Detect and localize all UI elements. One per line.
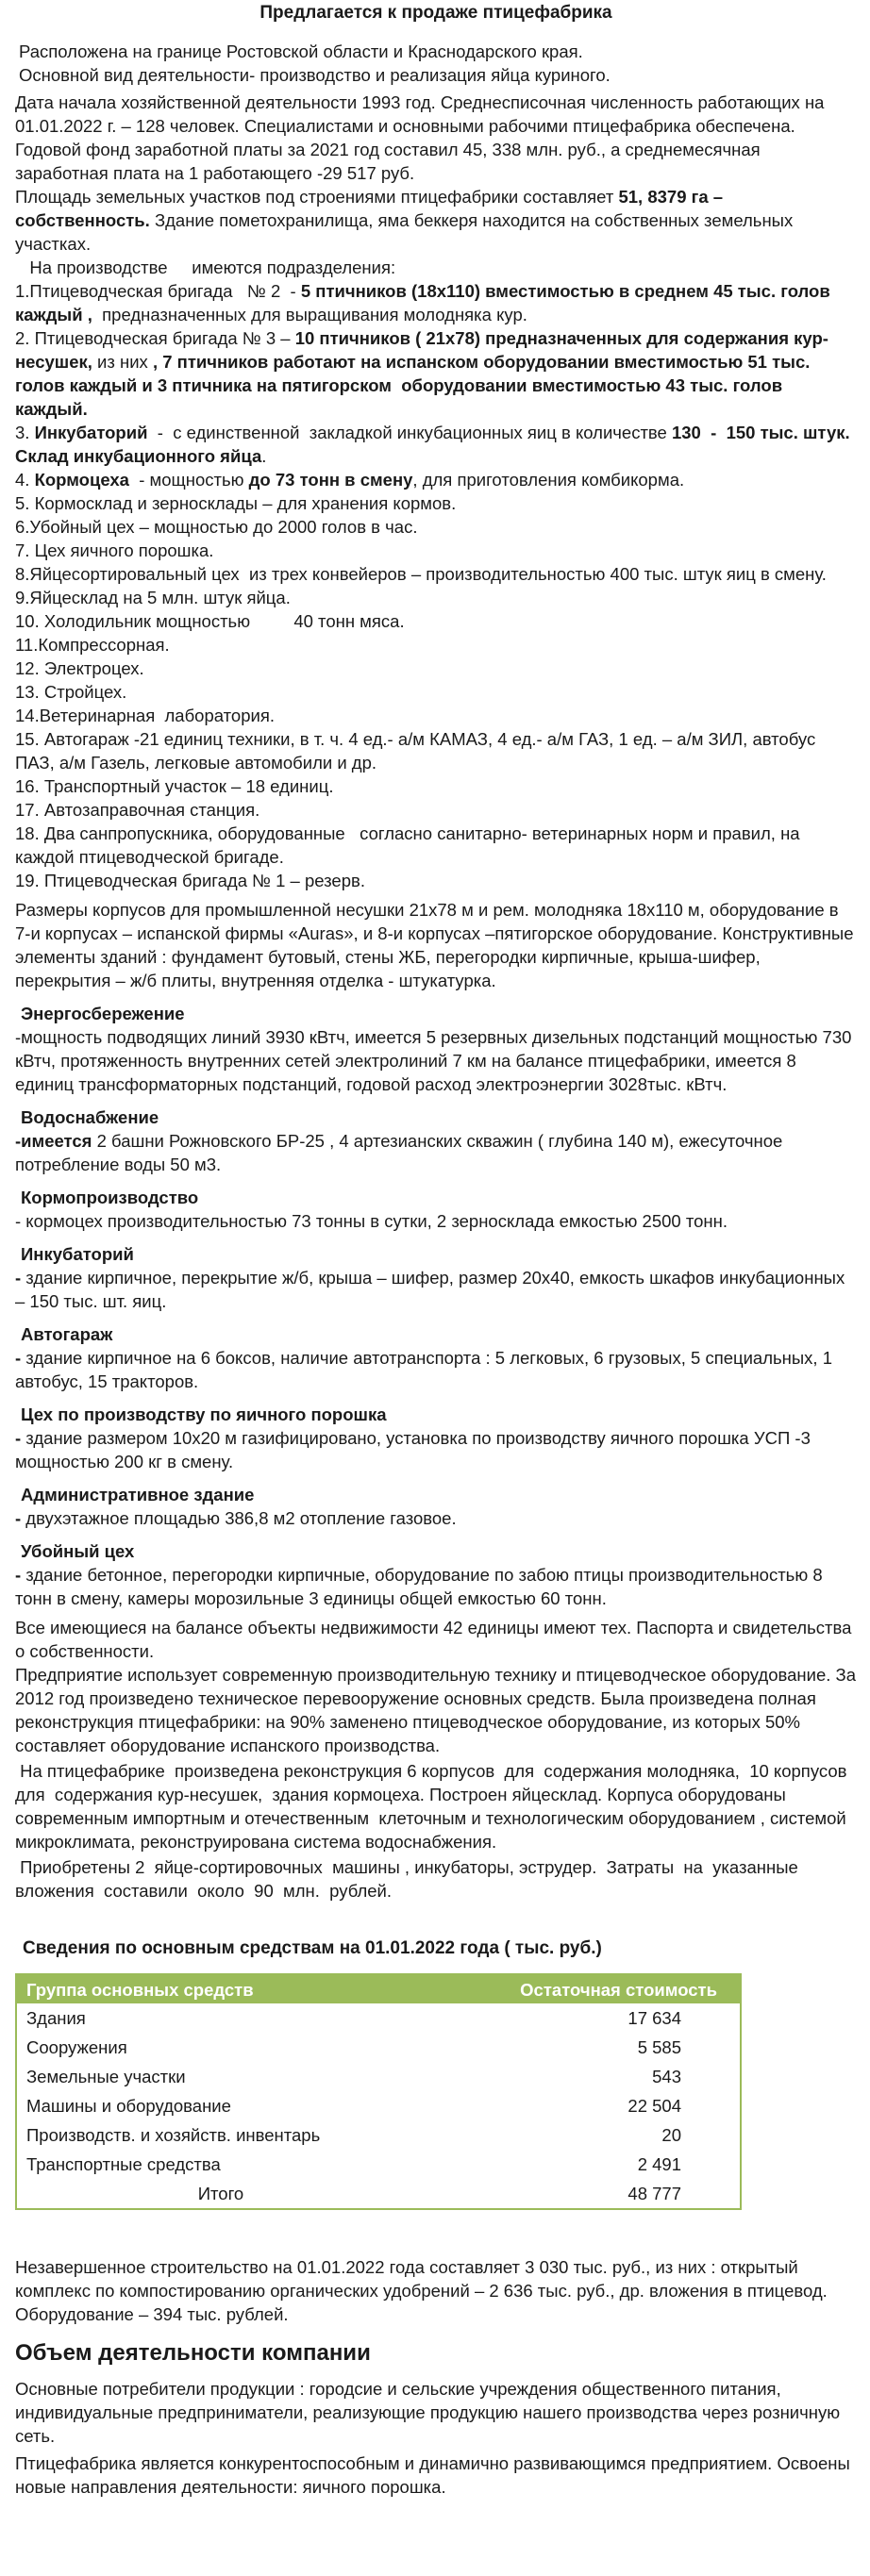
unit-item [15, 491, 857, 515]
section-text [15, 1209, 857, 1233]
unit-item [15, 421, 860, 468]
section-text-bold: - [15, 1428, 22, 1448]
unit-item [15, 727, 857, 774]
unit-item [15, 326, 857, 421]
section-heading: Инкубаторий [21, 1244, 134, 1264]
equipment-paragraph: Предприятие использует современную производительную технику и птицеводческое оборудование. За 2012 год произведено техническое перевооружение основных средств. Была произведена полная реконструкция птицефабрики: на 90% заменено птицеводческое оборудование, из которых 50% составляет оборудование испанского производства. [15, 1665, 857, 1755]
assets-total-label: Итого [197, 2184, 244, 2203]
section-heading: Автогараж [21, 1324, 113, 1344]
units-list [15, 279, 860, 892]
reconstruction-paragraph: На птицефабрике произведена реконструкция 6 корпусов для содержания молодняка, 10 корпусов для содержания кур-несушек, здания кормоцеха. Построен яйцесклад. Корпуса оборудованы современным импортным и отечественным клеточным и технологическим оборудованием , системой микроклимата, реконструирована система водоснабжения. [15, 1761, 852, 1852]
section-text-body: здание размером 10х20 м газифицировано, установка по производству яичного порошка УСП -3 мощностью 200 кг в смену. [15, 1428, 811, 1471]
section-text [15, 1025, 857, 1096]
assets-row-value: 2 491 [637, 2154, 681, 2174]
section-text-body: -мощность подводящих линий 3930 кВтч, имеется 5 резервных дизельных подстанций мощностью 730 кВтч, протяженность внутренних сетей электролиний 7 км на балансе птицефабрики, имеется 8 единиц трансформаторных подстанций, годовой расход электроэнергии 3028тыс. кВтч. [15, 1027, 852, 1094]
unit-text-bold: Кормоцеха [34, 470, 129, 490]
unit-item [15, 656, 857, 680]
unit-item [15, 822, 857, 869]
section-heading: Убойный цех [21, 1541, 135, 1561]
section-heading: Энергосбережение [21, 1004, 185, 1023]
section-text [15, 1346, 857, 1393]
assets-row-name: Машины и оборудование [26, 2096, 231, 2116]
unit-text-bold: 5 птичников (18х110) вместимостью в среднем 45 тыс. голов каждый , [15, 281, 835, 324]
assets-row [16, 2003, 741, 2033]
section-text-body: здание кирпичное на 6 боксов, наличие автотранспорта : 5 легковых, 6 грузовых, 5 специальных, 1 автобус, 15 тракторов. [15, 1348, 832, 1391]
unit-item [15, 680, 857, 704]
unit-text-bold2: , 7 птичников работают на испанском оборудовании вместимостью 51 тыс. голов каждый и 3 птичника на пятигорском оборудовании вместимостью 43 тыс. голов каждый. [15, 352, 815, 419]
unit-text-pre: 5. Кормосклад и зерносклады – для хранения кормов. [15, 493, 457, 513]
volume-consumers: Основные потребители продукции : городсие и сельские учреждения общественного питания, индивидуальные предприниматели, реализующие продукцию нашего производства через розничную сеть. [15, 2379, 841, 2446]
assets-row-name: Здания [26, 2008, 86, 2028]
assets-row [16, 2091, 741, 2120]
assets-total-row [16, 2179, 741, 2209]
assets-row-value: 543 [652, 2067, 681, 2086]
section-heading: Цех по производству по яичного порошка [21, 1404, 387, 1424]
section-heading: Административное здание [21, 1485, 255, 1504]
unit-text-pre: 2. Птицеводческая бригада № 3 – [15, 328, 295, 348]
unit-item [15, 704, 857, 727]
land-text-post: Здание пометохранилища, яма беккеря находится на собственных земельных участках. [15, 210, 794, 254]
intro-location: Расположена на границе Ростовской области и Краснодарского края. [19, 42, 583, 61]
unit-text-pre: 12. Электроцех. [15, 658, 144, 678]
unit-item [15, 586, 857, 609]
unit-text-pre: 13. Стройцех. [15, 682, 127, 702]
units-header: На производстве имеются подразделения: [15, 258, 396, 277]
assets-row-name: Транспортные средства [26, 2154, 221, 2174]
unit-text-post: - с единственной закладкой инкубационных яиц в количестве [147, 423, 672, 442]
intro-activity: Основной вид деятельности- производство и реализация яйца куриного. [19, 65, 611, 85]
section-text-bold: - [15, 1348, 22, 1368]
unit-text-post: предназначенных для выращивания молодняка кур. [92, 305, 527, 324]
unit-text-bold: 10 птичников ( 21х78) предназначенных для содержания кур-несушек, [15, 328, 828, 372]
unit-text-post: из них [92, 352, 153, 372]
unit-text-pre: 1.Птицеводческая бригада № 2 - [15, 281, 301, 301]
buildings-paragraph: Размеры корпусов для промышленной несушки 21х78 м и рем. молодняка 18х110 м, оборудование в 7-и корпусах – испанской фирмы «Auras», и 8-и корпусах –пятигорское оборудование. Конструктивные элементы зданий : фундамент бутовый, стены ЖБ, перегородки кирпичные, крыша-шифер, перекрытия – ж/б плиты, внутренняя отделка - штукатурка. [15, 900, 854, 990]
section-text-body: - кормоцех производительностью 73 тонны в сутки, 2 зерносклада емкостью 2500 тонн. [15, 1211, 728, 1231]
unit-text-bold: Инкубаторий [34, 423, 148, 442]
assets-total-value: 48 777 [627, 2184, 681, 2203]
unit-text-bold2: до 73 тонн в смену [248, 470, 413, 490]
assets-row [16, 2120, 741, 2150]
unit-text-post2: . [261, 446, 267, 466]
assets-header-row [16, 1974, 741, 2003]
unit-text-pre: 7. Цех яичного порошка. [15, 540, 214, 560]
intro-land [15, 185, 857, 256]
unit-text-pre: 16. Транспортный участок – 18 единиц. [15, 776, 334, 796]
section-text-bold: - [15, 1565, 22, 1585]
facility-sections [15, 1002, 857, 1610]
assets-row-name: Производств. и хозяйств. инвентарь [26, 2125, 321, 2145]
assets-row-value: 22 504 [627, 2096, 681, 2116]
intro-payroll: Годовой фонд заработной платы за 2021 год составил 45, 338 млн. руб., а среднемесячная заработная плата на 1 работающего -29 517 руб. [15, 140, 761, 183]
section-text [15, 1563, 857, 1610]
unit-item [15, 633, 857, 656]
unit-item [15, 798, 857, 822]
property-paragraph: Все имеющиеся на балансе объекты недвижимости 42 единицы имеют тех. Паспорта и свидетельства о собственности. [15, 1618, 852, 1661]
section-text-bold: - [15, 1508, 22, 1528]
land-text-bold: 51, 8379 га – собственность. [15, 187, 724, 230]
unit-text-pre: 6.Убойный цех – мощностью до 2000 голов в час. [15, 517, 418, 537]
unit-item [15, 609, 857, 633]
assets-row-name: Земельные участки [26, 2067, 186, 2086]
intro-start: Дата начала хозяйственной деятельности 1993 год. Среднесписочная численность работающих на 01.01.2022 г. – 128 человек. Специалистами и основными рабочими птицефабрика обеспечена. [15, 92, 825, 136]
assets-row-name: Сооружения [26, 2037, 127, 2057]
assets-col-value: Остаточная стоимость [434, 1974, 741, 2003]
unit-item [15, 869, 857, 892]
land-text-pre: Площадь земельных участков под строениями птицефабрики составляет [15, 187, 619, 207]
assets-row-value: 17 634 [627, 2008, 681, 2028]
volume-development: Птицефабрика является конкурентоспособным и динамично развивающимся предприятием. Освоены новые направления деятельности: яичного порошка. [15, 2453, 850, 2497]
after-paragraphs [15, 1616, 857, 1903]
unit-item [15, 562, 857, 586]
unit-text-pre: 15. Автогараж -21 единиц техники, в т. ч. 4 ед.- а/м КАМАЗ, 4 ед.- а/м ГАЗ, 1 ед. – а/м ЗИЛ, автобус ПАЗ, а/м Газель, легковые автомобили и др. [15, 729, 821, 773]
section-text-body: двухэтажное площадью 386,8 м2 отопление газовое. [21, 1508, 457, 1528]
section-text-body: здание бетонное, перегородки кирпичные, оборудование по забою птицы производительностью 8 тонн в смену, камеры морозильные 3 единицы общей емкостью 60 тонн. [15, 1565, 823, 1608]
section-text [15, 1426, 857, 1473]
unit-item [15, 774, 857, 798]
unit-text-pre: 9.Яйцесклад на 5 млн. штук яйца. [15, 588, 291, 607]
page-title: Предлагается к продаже птицефабрика [259, 3, 612, 23]
construction-paragraph: Незавершенное строительство на 01.01.2022 года составляет 3 030 тыс. руб., из них : открытый комплекс по компостированию органических удобрений – 2 636 тыс. руб., др. вложения в птицевод. Оборудование – 394 тыс. рублей. [15, 2257, 828, 2324]
assets-col-group: Группа основных средств [16, 1974, 434, 2003]
purchases-paragraph: Приобретены 2 яйце-сортировочных машины , инкубаторы, эструдер. Затраты на указанные вложения составили около 90 млн. рублей. [15, 1857, 803, 1901]
assets-caption: Сведения по основным средствам на 01.01.2022 года ( тыс. руб.) [23, 1938, 602, 1958]
unit-text-pre: 4. [15, 470, 35, 490]
assets-row [16, 2150, 741, 2179]
section-text [15, 1506, 857, 1530]
unit-item [15, 468, 857, 491]
section-text [15, 1266, 857, 1313]
section-text-body: здание кирпичное, перекрытие ж/б, крыша – шифер, размер 20х40, емкость шкафов инкубационных – 150 тыс. шт. яиц. [15, 1268, 845, 1311]
section-text-bold: -имеется [15, 1131, 92, 1151]
unit-text-pre: 18. Два санпропускника, оборудованные согласно санитарно- ветеринарных норм и правил, на каждой птицеводческой бригаде. [15, 823, 805, 867]
unit-text-bold2: 130 - 150 тыс. штук. Склад инкубационного яйца [15, 423, 860, 466]
assets-body [16, 2003, 741, 2209]
unit-item [15, 515, 857, 539]
unit-text-pre: 8.Яйцесортировальный цех из трех конвейеров – производительностью 400 тыс. штук яиц в смену. [15, 564, 827, 584]
assets-row-value: 20 [661, 2125, 681, 2145]
assets-row [16, 2033, 741, 2062]
assets-row [16, 2062, 741, 2091]
section-text [15, 1129, 857, 1176]
unit-text-pre: 3. [15, 423, 35, 442]
unit-text-pre: 19. Птицеводческая бригада № 1 – резерв. [15, 871, 365, 890]
unit-text-pre: 14.Ветеринарная лаборатория. [15, 706, 275, 725]
unit-text-pre: 11.Компрессорная. [15, 635, 170, 655]
unit-item [15, 279, 857, 326]
assets-row-value: 5 585 [637, 2037, 681, 2057]
volume-heading: Объем деятельности компании [15, 2340, 371, 2366]
section-text-bold: - [15, 1268, 22, 1288]
unit-text-post: - мощностью [128, 470, 249, 490]
unit-text-pre: 17. Автозаправочная станция. [15, 800, 260, 820]
unit-text-post2: , для приготовления комбикорма. [412, 470, 685, 490]
assets-table [15, 1973, 742, 2210]
unit-item [15, 539, 857, 562]
section-heading: Водоснабжение [21, 1107, 159, 1127]
unit-text-pre: 10. Холодильник мощностью 40 тонн мяса. [15, 611, 405, 631]
section-heading: Кормопроизводство [21, 1188, 199, 1207]
section-text-body: 2 башни Рожновского БР-25 , 4 артезианских скважин ( глубина 140 м), ежесуточное потребление воды 50 м3. [15, 1131, 783, 1174]
